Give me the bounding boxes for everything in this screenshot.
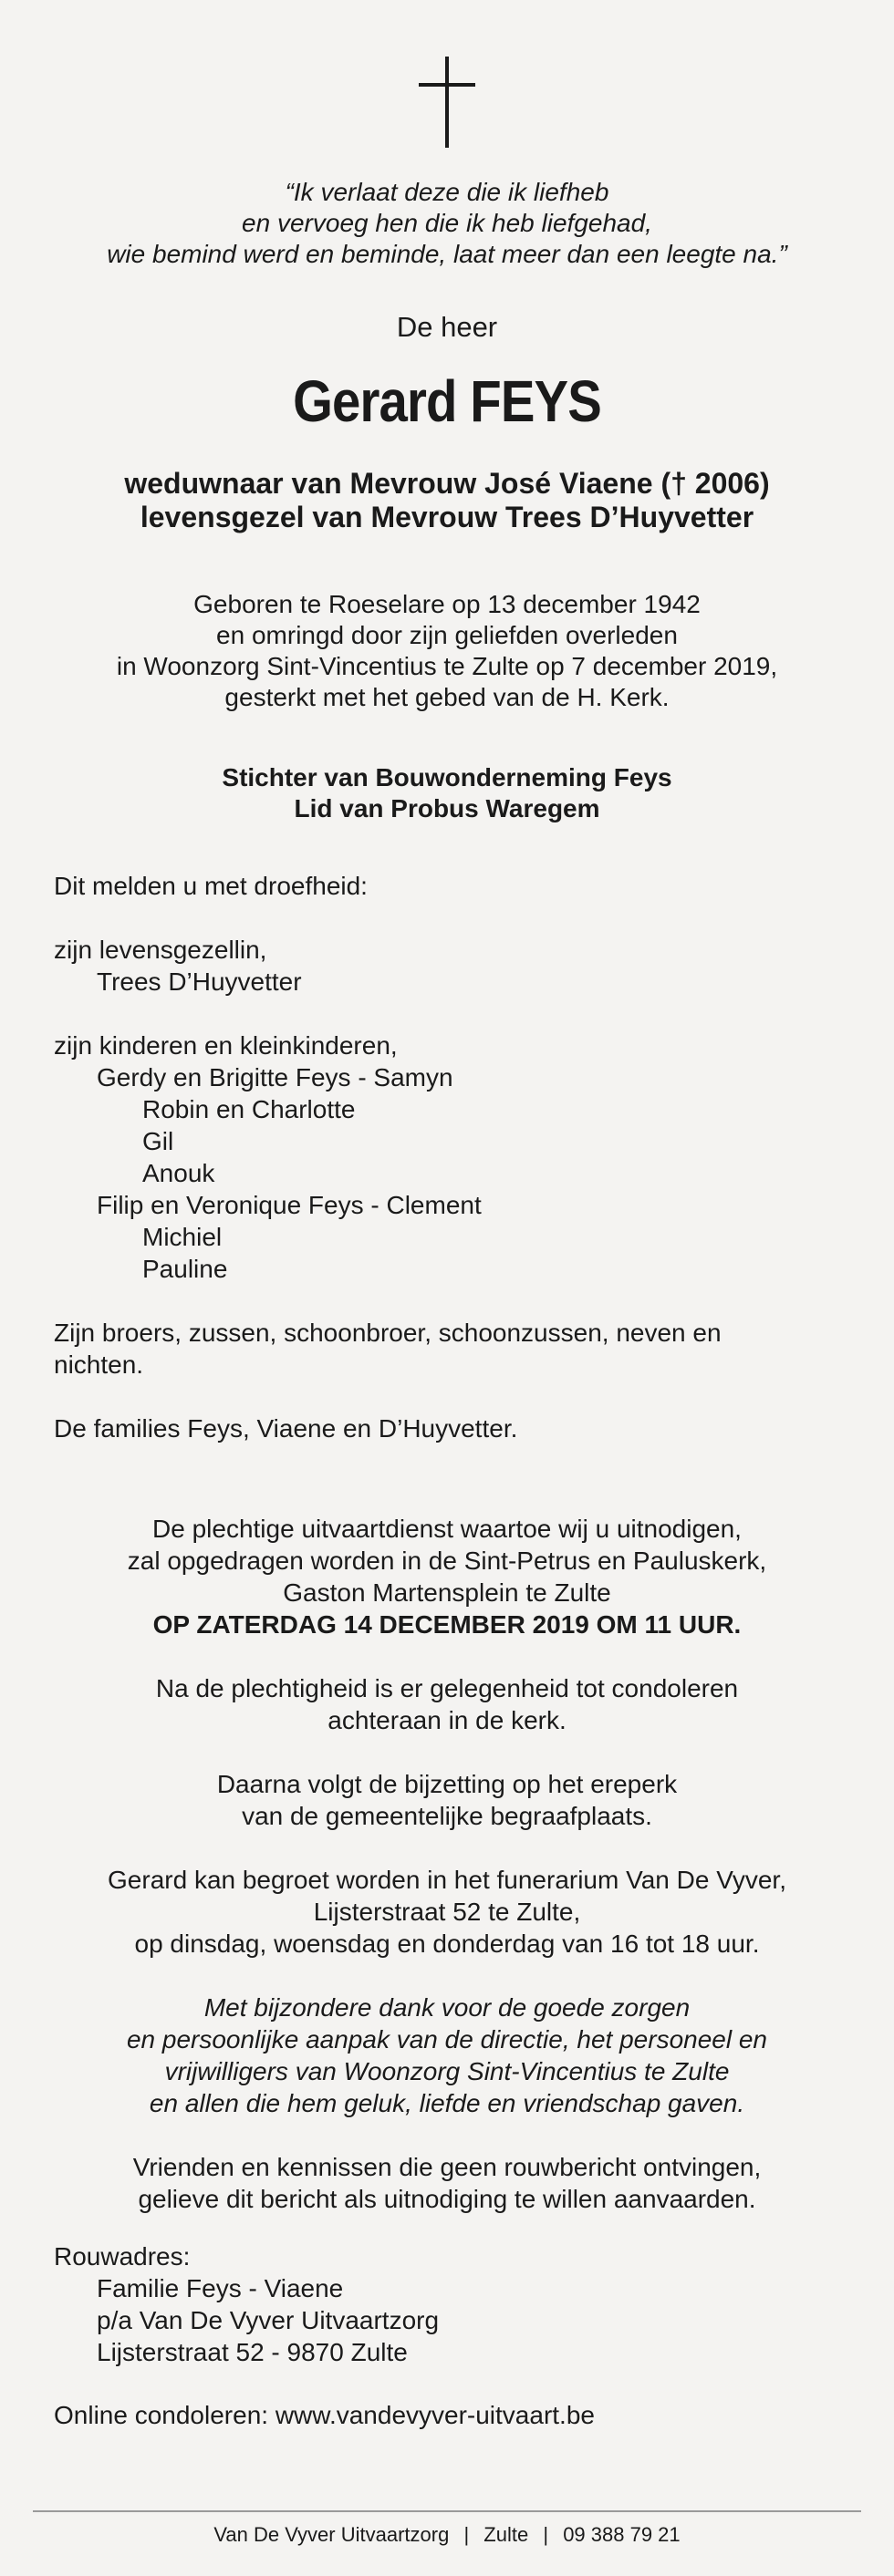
- salutation: De heer: [396, 311, 498, 343]
- siblings-line: nichten.: [54, 1350, 144, 1379]
- burial-line: van de gemeentelijke begraafplaats.: [242, 1802, 652, 1830]
- burial-line: Daarna volgt de bijzetting op het ereperk: [216, 1770, 678, 1798]
- address-line: Familie Feys - Viaene: [97, 2274, 344, 2302]
- footer-city: Zulte: [483, 2523, 529, 2546]
- announcement-intro: Dit melden u met droefheid:: [54, 872, 368, 900]
- role-line: Lid van Probus Waregem: [294, 794, 600, 822]
- footer-separator: |: [543, 2523, 549, 2546]
- birth-death-details: [0, 589, 894, 713]
- birth-line: gesterkt met het gebed van de H. Kerk.: [224, 683, 670, 711]
- invitation-line: gelieve dit bericht als uitnodiging te willen aanvaarden.: [138, 2185, 756, 2213]
- family-name: Gerdy en Brigitte Feys - Samyn: [97, 1063, 453, 1091]
- service-line: zal opgedragen worden in de Sint-Petrus en Pauluskerk,: [127, 1547, 767, 1575]
- opening-quote: [0, 177, 894, 270]
- birth-line: in Woonzorg Sint-Vincentius te Zulte op 7 december 2019,: [116, 652, 778, 680]
- footer: [0, 2522, 894, 2548]
- relations: [0, 467, 894, 534]
- service-date: OP ZATERDAG 14 DECEMBER 2019 OM 11 UUR.: [152, 1610, 742, 1639]
- visitation-info: [0, 1864, 894, 1960]
- mourning-address: [54, 2240, 894, 2368]
- footer-company: Van De Vyver Uitvaartzorg: [213, 2523, 450, 2546]
- service-line: Gaston Martensplein te Zulte: [283, 1578, 611, 1607]
- family-announcement: [54, 870, 894, 1444]
- address-line: p/a Van De Vyver Uitvaartzorg: [97, 2306, 440, 2334]
- family-name: Filip en Veronique Feys - Clement: [97, 1191, 482, 1219]
- visitation-line: Lijsterstraat 52 te Zulte,: [313, 1898, 581, 1926]
- birth-line: en omringd door zijn geliefden overleden: [216, 621, 678, 649]
- partner-name: Trees D’Huyvetter: [97, 967, 302, 996]
- grandchild-name: Robin en Charlotte: [142, 1095, 356, 1123]
- condolence-line: Na de plechtigheid is er gelegenheid tot condoleren: [155, 1674, 739, 1702]
- footer-phone: 09 388 79 21: [563, 2523, 681, 2546]
- thanks-line: en persoonlijke aanpak van de directie, het personeel en: [126, 2025, 768, 2054]
- footer-divider: [33, 2510, 861, 2512]
- invitation-note: [0, 2151, 894, 2215]
- grandchild-name: Pauline: [142, 1255, 228, 1283]
- burial-info: [0, 1768, 894, 1832]
- condolence-info: [0, 1672, 894, 1736]
- quote-line: “Ik verlaat deze die ik liefheb: [285, 178, 609, 206]
- address-line: Lijsterstraat 52 - 9870 Zulte: [97, 2338, 408, 2366]
- quote-line: wie bemind werd en beminde, laat meer dan een leegte na.”: [107, 240, 787, 268]
- deceased-name: Gerard FEYS: [293, 368, 601, 434]
- relation-line: weduwnaar van Mevrouw José Viaene († 2006): [124, 467, 770, 500]
- funeral-service: [0, 1513, 894, 1640]
- invitation-line: Vrienden en kennissen die geen rouwbericht ontvingen,: [132, 2153, 762, 2181]
- grandchild-name: Gil: [142, 1127, 174, 1155]
- families-line: De families Feys, Viaene en D’Huyvetter.: [54, 1414, 518, 1443]
- service-line: De plechtige uitvaartdienst waartoe wij u uitnodigen,: [152, 1515, 742, 1543]
- birth-line: Geboren te Roeselare op 13 december 1942: [193, 590, 701, 618]
- grandchild-name: Anouk: [142, 1159, 215, 1187]
- visitation-line: op dinsdag, woensdag en donderdag van 16 tot 18 uur.: [134, 1929, 760, 1958]
- role-line: Stichter van Bouwonderneming Feys: [222, 763, 672, 791]
- thanks-line: en allen die hem geluk, liefde en vriendschap gaven.: [149, 2089, 745, 2117]
- thanks-message: [0, 1991, 894, 2119]
- condolence-line: achteraan in de kerk.: [327, 1706, 567, 1734]
- children-label: zijn kinderen en kleinkinderen,: [54, 1031, 398, 1060]
- roles: [0, 762, 894, 824]
- online-condolence: Online condoleren: www.vandevyver-uitvaart.be: [54, 2401, 595, 2429]
- relation-line: levensgezel van Mevrouw Trees D’Huyvetter: [140, 501, 754, 533]
- partner-label: zijn levensgezellin,: [54, 936, 267, 964]
- siblings-line: Zijn broers, zussen, schoonbroer, schoonzussen, neven en: [54, 1319, 722, 1347]
- footer-separator: |: [463, 2523, 470, 2546]
- thanks-line: Met bijzondere dank voor de goede zorgen: [203, 1993, 691, 2022]
- cross-icon: [419, 57, 475, 148]
- quote-line: en vervoeg hen die ik heb liefgehad,: [242, 209, 652, 237]
- address-label: Rouwadres:: [54, 2242, 191, 2271]
- grandchild-name: Michiel: [142, 1223, 223, 1251]
- visitation-line: Gerard kan begroet worden in het funerarium Van De Vyver,: [108, 1866, 786, 1894]
- thanks-line: vrijwilligers van Woonzorg Sint-Vincentius te Zulte: [164, 2057, 730, 2085]
